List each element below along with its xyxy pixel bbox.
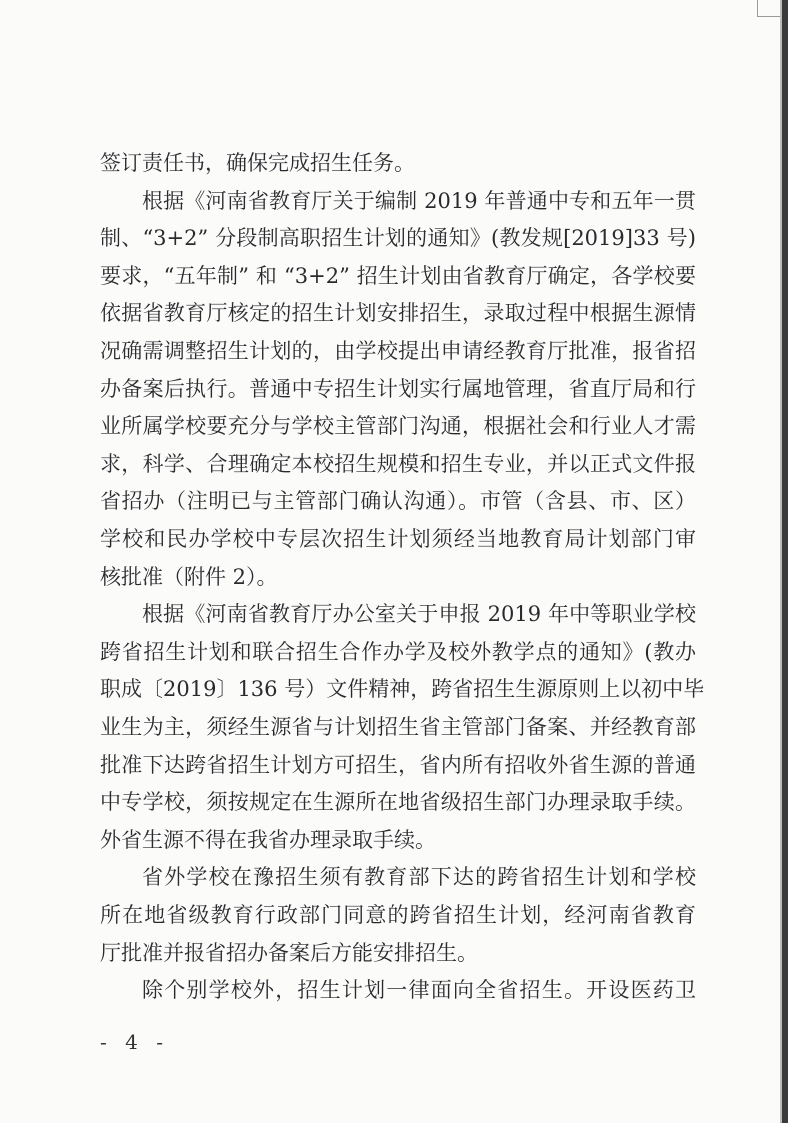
text-line: 中专学校，须按规定在生源所在地省级招生部门办理录取手续。 [100,790,696,815]
text-line: 根据《河南省教育厅办公室关于申报 2019 年中等职业学校 [142,602,696,627]
text-line: 要求，“五年制” 和 “3+2” 招生计划由省教育厅确定，各学校要 [100,263,696,288]
text-line: 职成〔2019〕136 号）文件精神，跨省招生生源原则上以初中毕 [100,677,705,702]
text-line: 省招办（注明已与主管部门确认沟通）。市管（含县、市、区） [100,489,696,514]
scan-edge-shadow [780,0,782,1123]
text-line: 厅批准并报省招办备案后方能安排招生。 [100,940,478,965]
text-line: 业所属学校要充分与学校主管部门沟通，根据社会和行业人才需 [100,414,696,439]
text-line: 制、“3+2” 分段制高职招生计划的通知》(教发规[2019]33 号) [100,226,696,251]
text-line: 外省生源不得在我省办理录取手续。 [100,827,436,852]
text-line: 所在地省级教育行政部门同意的跨省招生计划，经河南省教育 [100,903,696,927]
text-line: 求，科学、合理确定本校招生规模和招生专业，并以正式文件报 [100,451,696,476]
text-line: 学校和民办学校中专层次招生计划须经当地教育局计划部门审 [100,527,696,551]
text-line: 核批准（附件 2）。 [100,564,278,589]
text-line: 况确需调整招生计划的，由学校提出申请经教育厅批准，报省招 [100,339,696,363]
scan-corner-mark [757,0,780,17]
text-line: 业生为主，须经生源省与计划招生省主管部门备案、并经教育部 [100,715,696,739]
text-line: 签订责任书，确保完成招生任务。 [100,151,415,175]
text-line: 根据《河南省教育厅关于编制 2019 年普通中专和五年一贯 [142,188,696,213]
text-line: 办备案后执行。普通中专招生计划实行属地管理，省直厅局和行 [100,376,696,401]
text-line: 依据省教育厅核定的招生计划安排招生，录取过程中根据生源情 [100,301,696,326]
text-line: 省外学校在豫招生须有教育部下达的跨省招生计划和学校 [142,865,696,890]
text-line: 跨省招生计划和联合招生合作办学及校外教学点的通知》(教办 [100,639,696,664]
text-line: 除个别学校外，招生计划一律面向全省招生。开设医药卫 [142,978,696,1003]
scan-edge [782,0,788,1123]
page-number: - 4 - [100,1030,169,1054]
text-line: 批准下达跨省招生计划方可招生，省内所有招收外省生源的普通 [100,752,696,777]
